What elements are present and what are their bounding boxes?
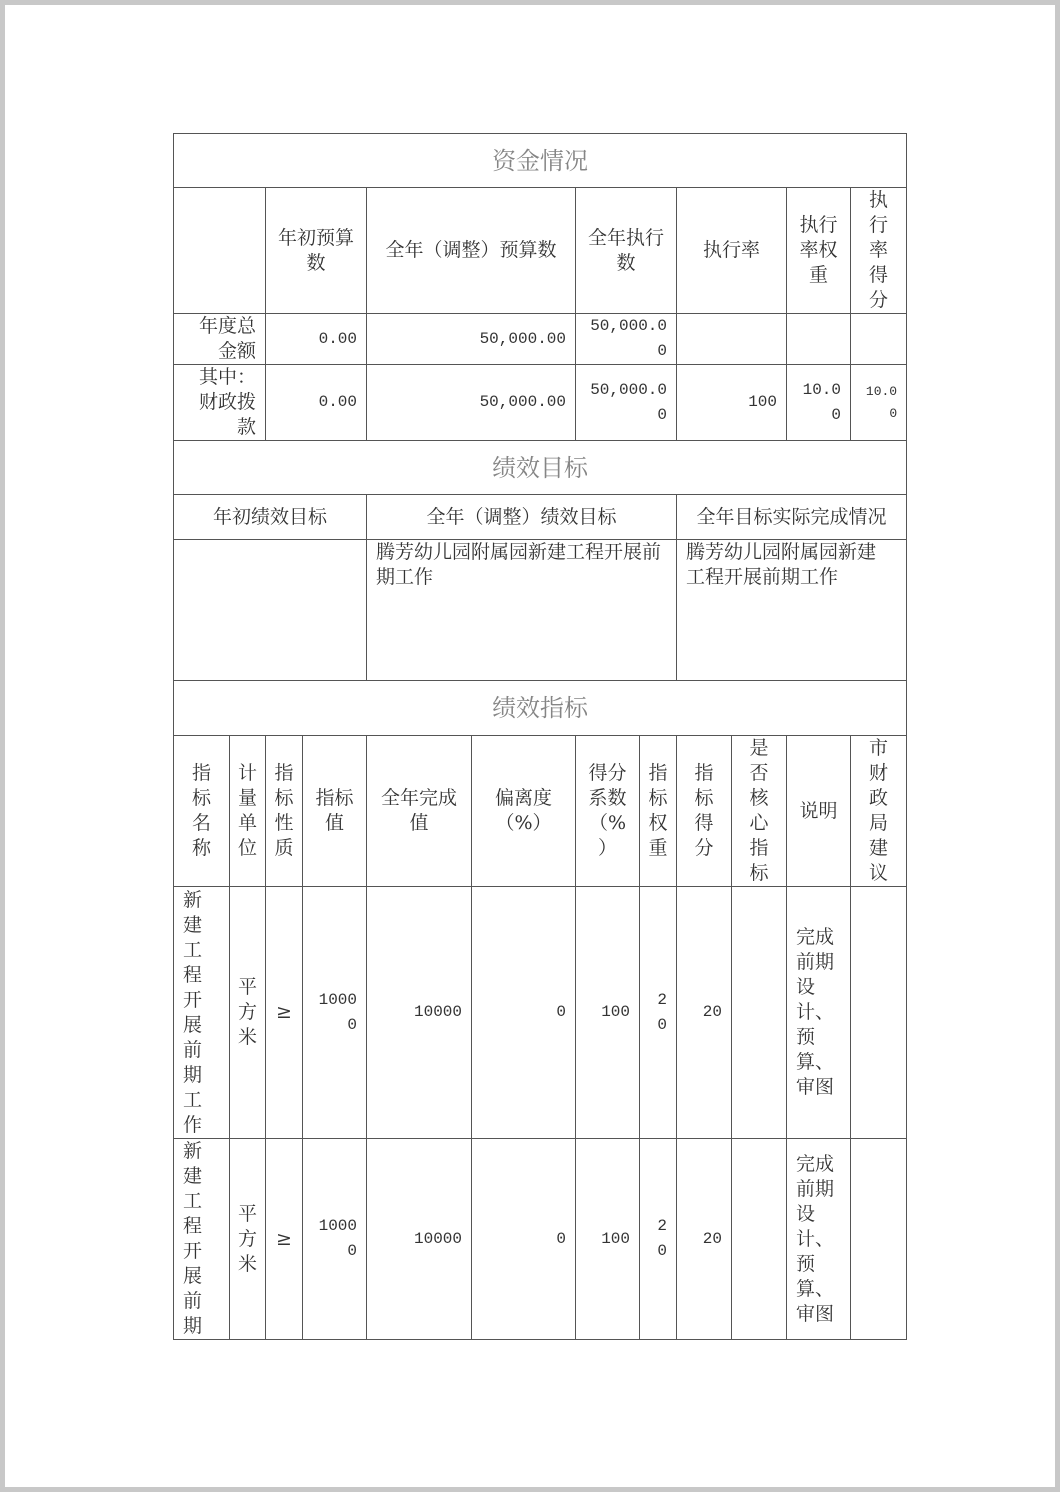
- indicator-nature: ≥: [266, 1139, 303, 1340]
- indicator-score-coefficient: 100: [576, 1139, 640, 1340]
- funding-actual-execution-value: 50,000.0 0: [576, 365, 677, 441]
- funding-header-initial-budget: 年初预算 数: [266, 188, 367, 314]
- funding-execution-rate-score-value: 10.0 0: [851, 365, 907, 441]
- indicator-note: 完成 前期 设 计、 预 算、 审图: [787, 1139, 851, 1340]
- funding-execution-rate-score-value: [851, 314, 907, 365]
- funding-adjusted-budget-value: 50,000.00: [367, 365, 576, 441]
- goals-section-title: 绩效目标: [174, 441, 907, 495]
- funding-row-fiscal: [174, 365, 907, 441]
- indicator-unit: 平 方 米: [230, 887, 266, 1139]
- indicator-unit: 平 方 米: [230, 1139, 266, 1340]
- indicators-header-name: 指 标 名 称: [174, 736, 230, 887]
- indicator-row: [174, 887, 907, 1139]
- document-page: [5, 5, 1055, 1487]
- indicator-name: 新 建 工 程 开 展 前 期: [174, 1139, 230, 1340]
- indicator-nature: ≥: [266, 887, 303, 1139]
- indicator-weight: 2 0: [640, 887, 677, 1139]
- indicators-header-is-core: 是 否 核 心 指 标: [732, 736, 787, 887]
- funding-execution-rate-value: 100: [677, 365, 787, 441]
- funding-row-label: 年度总 金额: [174, 314, 266, 365]
- indicators-header-deviation: 偏离度 （%）: [472, 736, 576, 887]
- indicator-is-core: [732, 1139, 787, 1340]
- funding-row-label: 其中： 财政拨 款: [174, 365, 266, 441]
- funding-section-title: 资金情况: [174, 134, 907, 188]
- indicator-score-coefficient: 100: [576, 887, 640, 1139]
- indicator-actual: 10000: [367, 1139, 472, 1340]
- funding-actual-execution-value: 50,000.0 0: [576, 314, 677, 365]
- indicators-header-nature: 指 标 性 质: [266, 736, 303, 887]
- indicator-actual: 10000: [367, 887, 472, 1139]
- indicator-weight: 2 0: [640, 1139, 677, 1340]
- funding-initial-budget-value: 0.00: [266, 365, 367, 441]
- funding-section-title-row: [174, 134, 907, 188]
- indicators-header-note: 说明: [787, 736, 851, 887]
- funding-execution-rate-weight-value: 10.0 0: [787, 365, 851, 441]
- indicators-section-title: 绩效指标: [174, 681, 907, 736]
- goals-header-row: [174, 495, 907, 540]
- indicator-note: 完成 前期 设 计、 预 算、 审图: [787, 887, 851, 1139]
- indicator-suggestion: [851, 887, 907, 1139]
- indicator-target: 1000 0: [303, 887, 367, 1139]
- funding-header-row: [174, 188, 907, 314]
- indicators-header-score: 指 标 得 分: [677, 736, 732, 887]
- indicator-row: [174, 1139, 907, 1340]
- funding-initial-budget-value: 0.00: [266, 314, 367, 365]
- performance-table: [173, 133, 907, 1340]
- indicator-target: 1000 0: [303, 1139, 367, 1340]
- indicators-header-row: [174, 736, 907, 887]
- indicators-header-score-coefficient: 得分 系数 （% ）: [576, 736, 640, 887]
- goals-content-actual: 腾芳幼儿园附属园新建 工程开展前期工作: [677, 540, 907, 681]
- indicators-header-unit: 计 量 单 位: [230, 736, 266, 887]
- goals-content-initial: [174, 540, 367, 681]
- funding-header-execution-rate-weight: 执行 率权 重: [787, 188, 851, 314]
- indicator-suggestion: [851, 1139, 907, 1340]
- funding-adjusted-budget-value: 50,000.00: [367, 314, 576, 365]
- goals-header-adjusted: 全年（调整）绩效目标: [367, 495, 677, 540]
- funding-execution-rate-value: [677, 314, 787, 365]
- indicators-header-weight: 指 标 权 重: [640, 736, 677, 887]
- funding-row-total: [174, 314, 907, 365]
- goals-header-actual: 全年目标实际完成情况: [677, 495, 907, 540]
- indicator-score: 20: [677, 887, 732, 1139]
- goals-content-row: [174, 540, 907, 681]
- indicator-score: 20: [677, 1139, 732, 1340]
- funding-header-blank: [174, 188, 266, 314]
- funding-header-adjusted-budget: 全年（调整）预算数: [367, 188, 576, 314]
- indicators-header-suggestion: 市 财 政 局 建 议: [851, 736, 907, 887]
- indicators-header-target: 指标 值: [303, 736, 367, 887]
- funding-header-execution-rate: 执行率: [677, 188, 787, 314]
- goals-section-title-row: [174, 441, 907, 495]
- funding-header-actual-execution: 全年执行 数: [576, 188, 677, 314]
- funding-header-execution-rate-score: 执 行 率 得 分: [851, 188, 907, 314]
- goals-header-initial: 年初绩效目标: [174, 495, 367, 540]
- indicator-name: 新 建 工 程 开 展 前 期 工 作: [174, 887, 230, 1139]
- indicator-is-core: [732, 887, 787, 1139]
- indicator-deviation: 0: [472, 1139, 576, 1340]
- indicator-deviation: 0: [472, 887, 576, 1139]
- goals-content-adjusted: 腾芳幼儿园附属园新建工程开展前 期工作: [367, 540, 677, 681]
- indicators-header-actual: 全年完成 值: [367, 736, 472, 887]
- funding-execution-rate-weight-value: [787, 314, 851, 365]
- indicators-section-title-row: [174, 681, 907, 736]
